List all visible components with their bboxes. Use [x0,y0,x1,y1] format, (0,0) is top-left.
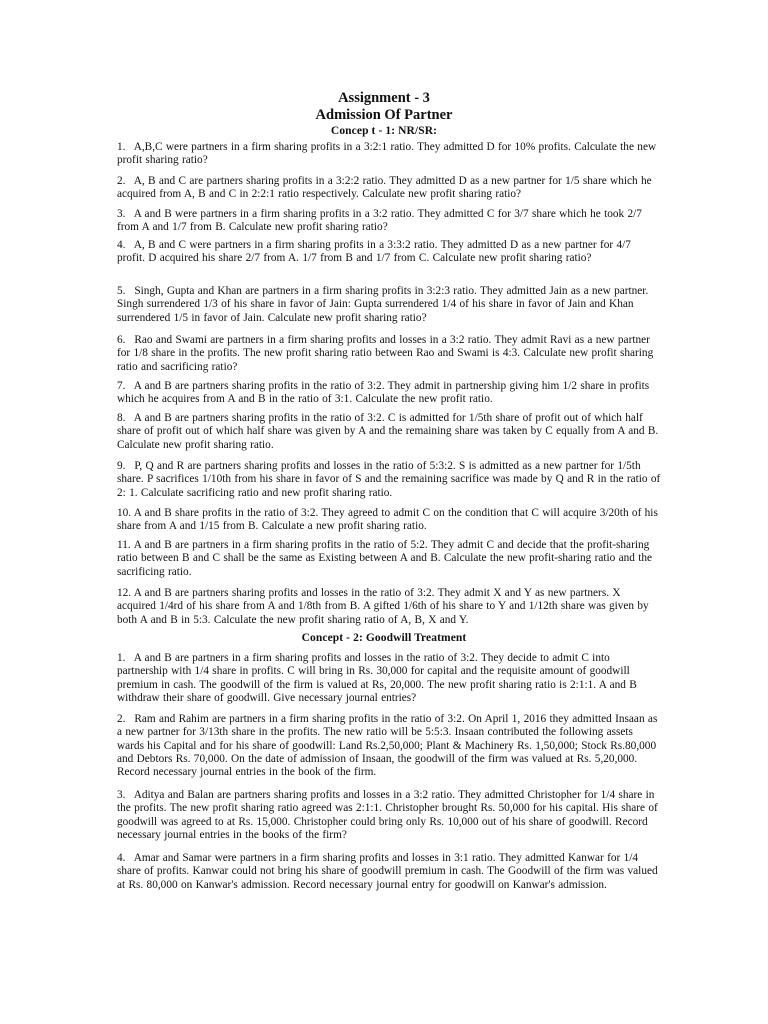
question-number: 1. [117,141,126,153]
question-item [117,789,662,842]
question-text: A and B are partners in a firm sharing profits and losses in the ratio of 3:2. They decide to admit C into partnership with 1/4 share in profits. C will bring in Rs. 30,000 for capital and the requisite amount of goodwill premium in cash. The goodwill of the firm is valued at Rs, 20,000. The new profit sharing ratio is 2:1:1. A and B withdraw their share of goodwill. Give necessary journal entries? [117,652,637,704]
question-number: 9. [117,460,126,472]
question-item [117,412,662,452]
question-item [117,587,662,627]
question-item [117,334,662,374]
question-item [117,713,662,779]
question-number: 3. [117,789,126,801]
question-item [117,208,662,235]
question-text: A and B share profits in the ratio of 3:2. They agreed to admit C on the condition that C will acquire 3/20th of his share from A and 1/15 from B. Calculate a new profit sharing ratio. [117,507,658,533]
question-number: 2. [117,175,126,187]
question-text: A and B are partners sharing profits and losses in the ratio of 3:2. They admit X and Y as new partners. X acquired 1/4rd of his share from A and 1/8th from B. A gifted 1/6th of his share to Y and 1/12th share was given by both A and B in 5:3. Calculate the new profit sharing ratio of A, B, X and Y. [117,587,649,626]
question-item [117,460,662,500]
question-text: A and B were partners in a firm sharing profits in a 3:2 ratio. They admitted C for 3/7 share which he took 2/7 from A and 1/7 from B. Calculate new profit sharing ratio? [117,208,642,234]
question-text: A and B are partners sharing profits in the ratio of 3:2. They admit in partnership giving him 1/2 share in profits which he acquires from A and B in the ratio of 3:1. Calculate the new profit ratio. [117,380,650,406]
question-item [117,285,662,325]
question-item [117,507,662,534]
question-number: 3. [117,208,126,220]
question-text: Amar and Samar were partners in a firm sharing profits and losses in 3:1 ratio. They admitted Kanwar for 1/4 share of profits. Kanwar could not bring his share of goodwill premium in cash. The Goodwill of the firm was valued at Rs. 80,000 on Kanwar's admission. Record necessary journal entry for goodwill on Kanwar's admission. [117,852,658,891]
question-item [117,380,662,407]
question-number: 10. [117,507,132,519]
question-number: 11. [117,539,131,551]
question-number: 7. [117,380,126,392]
assignment-subtitle: Admission Of Partner [315,107,453,123]
question-number: 6. [117,334,126,346]
question-text: A, B and C were partners in a firm sharing profits in a 3:3:2 ratio. They admitted D as a new partner for 4/7 profit. D acquired his share 2/7 from A. 1/7 from B and 1/7 from C. Calculate new profit sharing ratio? [117,239,631,265]
assignment-title: Assignment - 3 [338,90,430,106]
question-number: 1. [117,652,126,664]
question-text: A, B and C are partners sharing profits in a 3:2:2 ratio. They admitted D as a new partner for 1/5 share which he acquired from A, B and C in 2:2:1 ratio respectively. Calculate new profit sharing ratio? [117,175,652,201]
question-number: 12. [117,587,132,599]
question-item [117,539,662,579]
question-text: Aditya and Balan are partners sharing profits and losses in a 3:2 ratio. They admitted Christopher for 1/4 share in the profits. The new profit sharing ratio agreed was 2:1:1. Christopher brought Rs. 50,000 for his capital. His share of goodwill was agreed to at Rs. 15,000. Christopher could bring only Rs. 10,000 out of his share of goodwill. Record necessary journal entries in the books of the firm? [117,789,658,841]
question-number: 8. [117,412,126,424]
question-item [117,175,662,202]
concept-2-heading: Concept - 2: Goodwill Treatment [301,632,467,644]
question-number: 2. [117,713,126,725]
question-number: 4. [117,239,126,251]
question-number: 5. [117,285,126,297]
question-number: 4. [117,852,126,864]
question-item [117,852,662,892]
question-text: Ram and Rahim are partners in a firm sharing profits in the ratio of 3:2. On April 1, 2016 they admitted Insaan as a new partner for 3/13th share in the profits. The new ratio will be 5:5:3. Insaan contributed the following assets wards his Capital and for his share of goodwill: Land Rs.2,50,000; Plant & Machinery Rs. 1,50,000; Stock Rs.80,000 and Debtors Rs. 70,000. On the date of admission of Insaan, the goodwill of the firm was valued at Rs. 5,20,000. Record necessary journal entries in the book of the firm. [117,713,658,779]
question-text: A and B are partners sharing profits in the ratio of 3:2. C is admitted for 1/5th share of profit out of which half share of profit out of which half share was given by A and the remaining share was taken by C equally from A and B. Calculate new profit sharing ratio. [117,412,659,451]
question-item [117,652,662,705]
question-text: Rao and Swami are partners in a firm sharing profits and losses in a 3:2 ratio. They admit Ravi as a new partner for 1/8 share in the profits. The new profit sharing ratio between Rao and Swami is 4:3. Calculate new profit sharing ratio and sacrificing ratio? [117,334,654,373]
question-text: A,B,C were partners in a firm sharing profits in a 3:2:1 ratio. They admitted D for 10% profits. Calculate the new profit sharing ratio? [117,141,657,167]
question-item [117,141,662,168]
question-text: Singh, Gupta and Khan are partners in a firm sharing profits in 3:2:3 ratio. They admitted Jain as a new partner. Singh surrendered 1/3 of his share in favor of Jain: Gupta surrendered 1/4 of his share in favor of Jain and Khan surrendered 1/5 in favor of Jain. Calculate new profit sharing ratio? [117,285,649,324]
question-text: A and B are partners in a firm sharing profits in the ratio of 5:2. They admit C and decide that the profit-sharing ratio between B and C shall be the same as Existing between A and B. Calculate the new profit-sharing ratio and the sacrificing ratio. [117,539,653,578]
question-item [117,239,662,266]
concept-1-heading: Concep t - 1: NR/SR: [330,125,438,137]
question-text: P, Q and R are partners sharing profits and losses in the ratio of 5:3:2. S is admitted as a new partner for 1/5th share. P sacrifices 1/10th from his share in favor of S and the remaining sacrifice was made by Q and R in the ratio of 2: 1. Calculate sacrificing ratio and new profit sharing ratio. [117,460,661,499]
